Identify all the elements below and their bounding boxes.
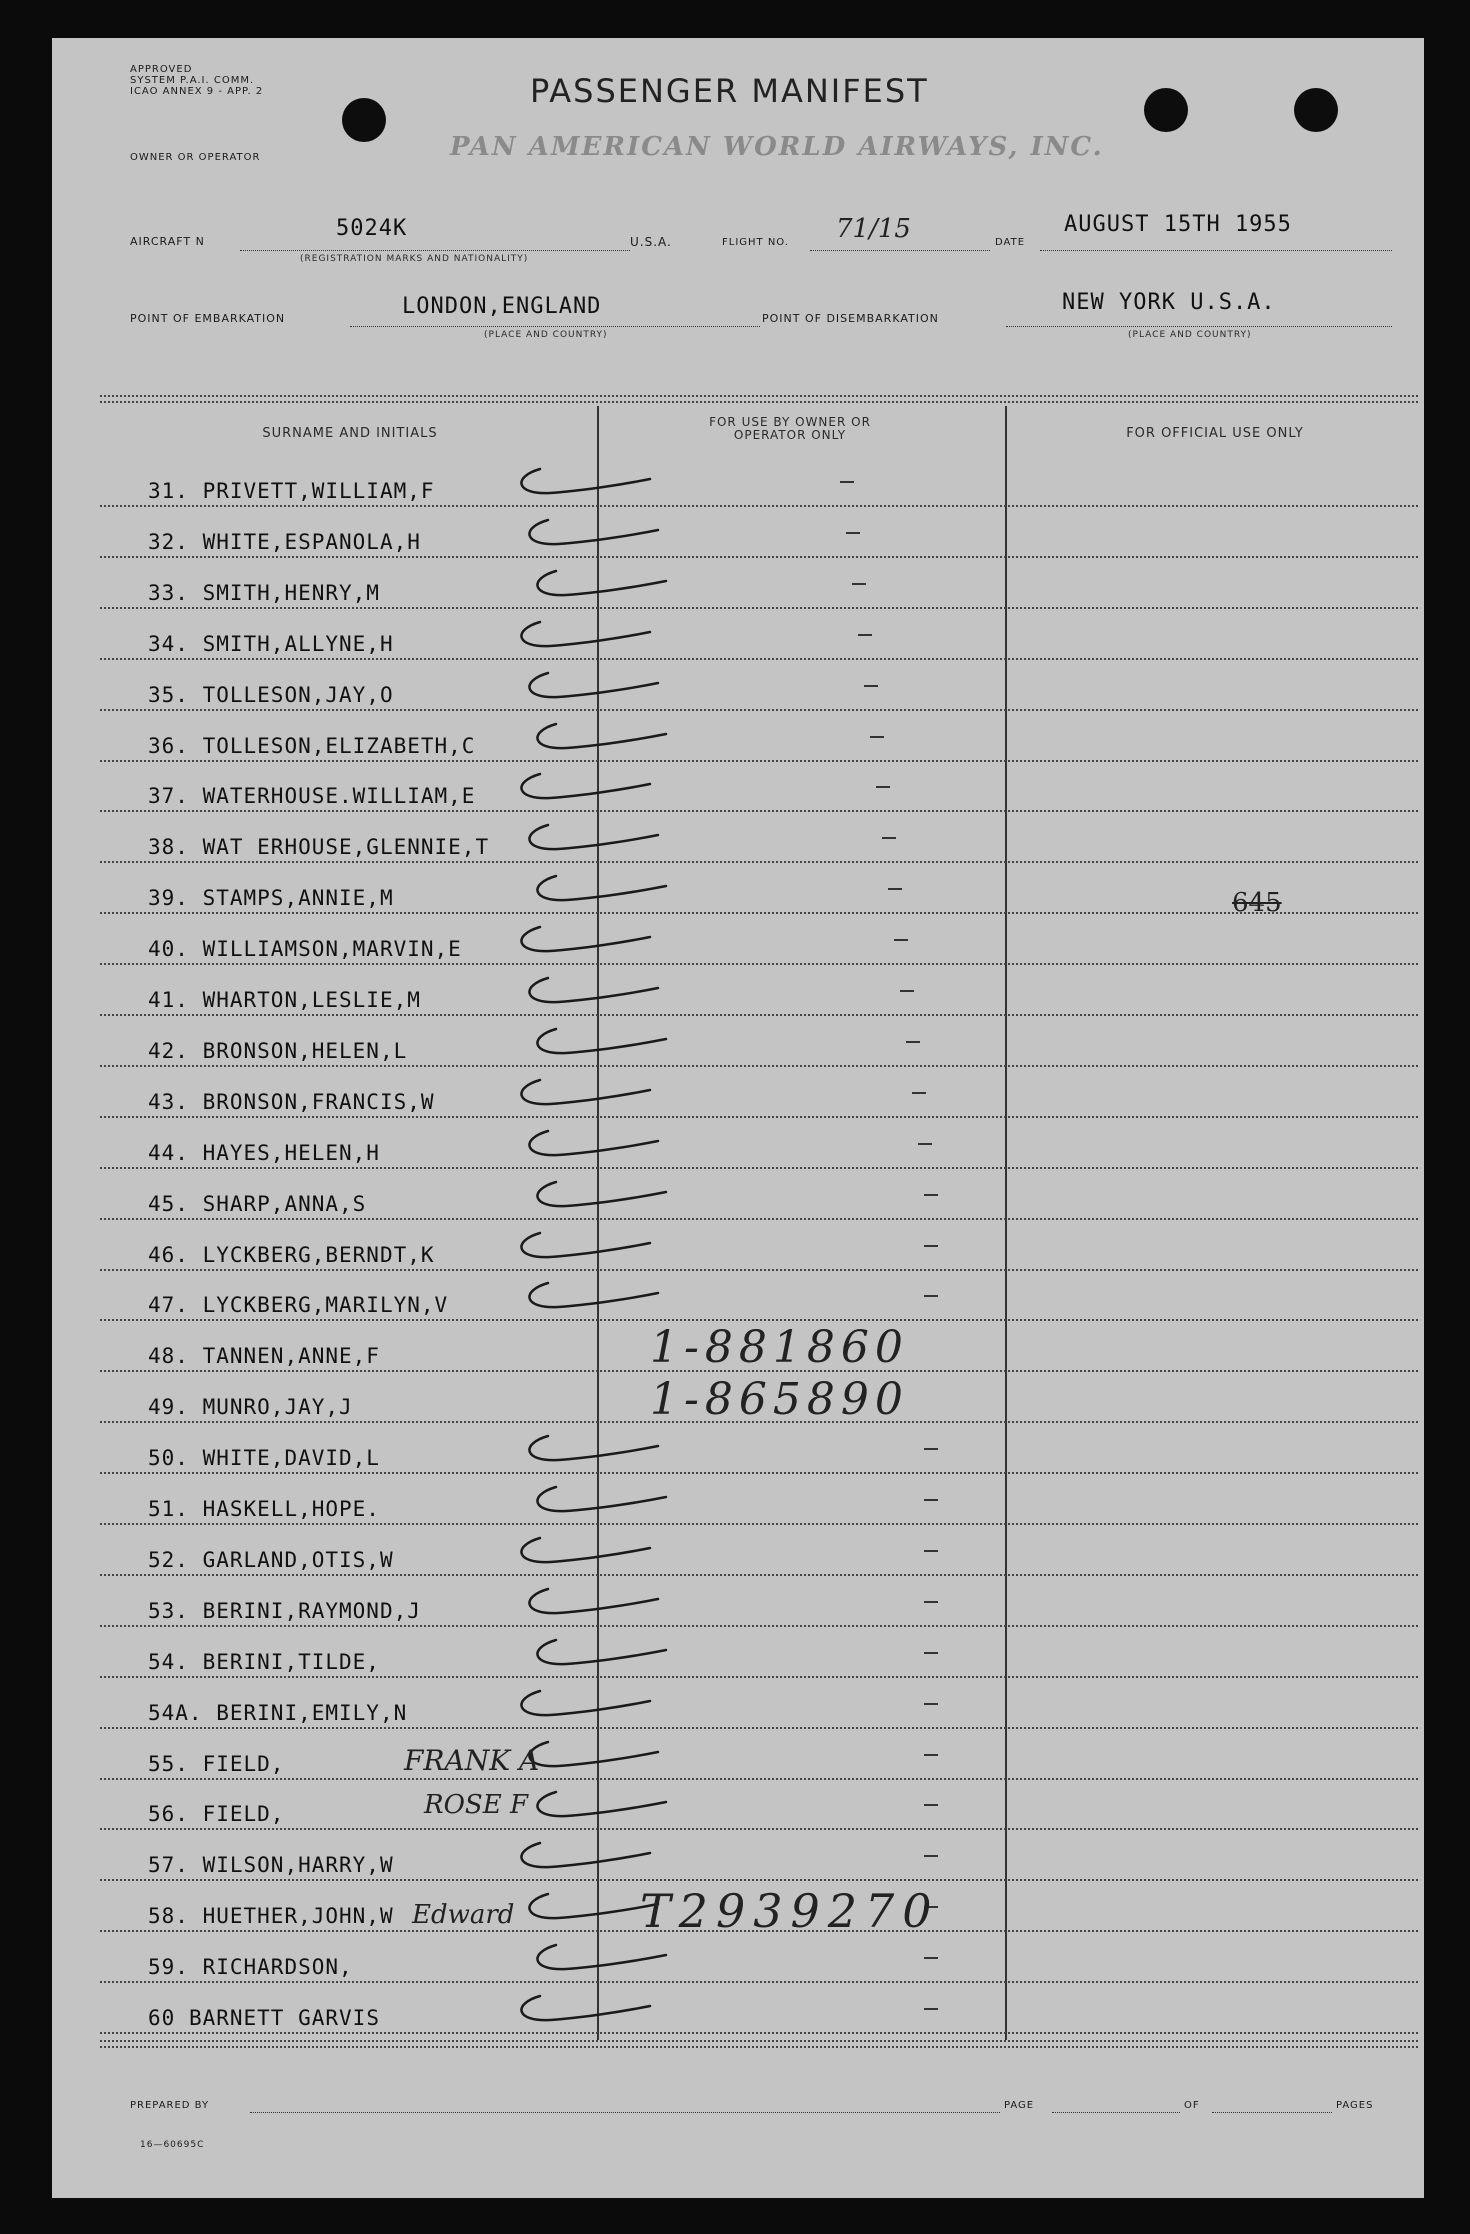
passenger-name bbox=[148, 1344, 380, 1368]
table-row bbox=[100, 964, 1418, 1016]
date-label: DATE bbox=[995, 237, 1026, 248]
table-row bbox=[100, 557, 1418, 609]
passenger-number: 48. bbox=[148, 1344, 189, 1369]
passenger-surname: BRONSON,HELEN,L bbox=[202, 1038, 408, 1063]
passenger-number: 52. bbox=[148, 1547, 189, 1572]
passenger-name bbox=[148, 479, 435, 503]
passenger-surname: WHITE,DAVID,L bbox=[202, 1446, 380, 1471]
tally-dash bbox=[924, 1957, 938, 1959]
tally-dash bbox=[924, 1499, 938, 1501]
check-mark-icon bbox=[526, 1786, 676, 1826]
handwritten-name-55: FRANK A bbox=[404, 1744, 540, 1777]
table-bottom-rule bbox=[100, 2040, 1418, 2042]
passenger-surname: SMITH,HENRY,M bbox=[202, 580, 380, 605]
tally-dash bbox=[924, 1754, 938, 1756]
tally-dash bbox=[924, 1601, 938, 1603]
disembark-caption: (PLACE AND COUNTRY) bbox=[1128, 330, 1252, 340]
tally-dash bbox=[924, 1295, 938, 1297]
passenger-surname: HUETHER,JOHN,W bbox=[202, 1904, 394, 1929]
check-mark-icon bbox=[526, 1634, 676, 1674]
handwritten-name-59: Edward bbox=[412, 1900, 515, 1930]
embark-value: LONDON,ENGLAND bbox=[402, 294, 602, 319]
passenger-name bbox=[148, 1446, 380, 1470]
passenger-surname: TOLLESON,ELIZABETH,C bbox=[202, 733, 476, 758]
passenger-number: 31. bbox=[148, 479, 189, 503]
owner-label: OWNER OR OPERATOR bbox=[130, 152, 261, 163]
table-row bbox=[100, 506, 1418, 558]
table-row bbox=[100, 1626, 1418, 1678]
embark-label: POINT OF EMBARKATION bbox=[130, 312, 286, 325]
passenger-number: 39. bbox=[148, 886, 189, 911]
tally-dash bbox=[906, 1041, 920, 1043]
passenger-surname: LYCKBERG,MARILYN,V bbox=[202, 1293, 449, 1318]
passenger-number: 47. bbox=[148, 1293, 189, 1318]
tally-dash bbox=[900, 990, 914, 992]
aircraft-label: AIRCRAFT N bbox=[130, 235, 205, 248]
table-row bbox=[100, 1219, 1418, 1271]
tally-dash bbox=[924, 1652, 938, 1654]
passenger-number: 54A. bbox=[148, 1700, 203, 1725]
table-row bbox=[100, 1015, 1418, 1067]
passenger-number: 59. bbox=[148, 1955, 189, 1980]
check-mark-icon bbox=[510, 1532, 660, 1572]
passenger-name bbox=[148, 1701, 407, 1725]
aircraft-value: 5024K bbox=[336, 216, 408, 241]
table-row bbox=[100, 811, 1418, 863]
passenger-surname: HAYES,HELEN,H bbox=[202, 1140, 380, 1165]
check-mark-icon bbox=[526, 1939, 676, 1979]
passenger-number: 35. bbox=[148, 682, 189, 707]
tally-dash bbox=[912, 1092, 926, 1094]
passenger-number: 40. bbox=[148, 937, 189, 962]
check-mark-icon bbox=[510, 921, 660, 961]
official-note-39: 645 bbox=[1232, 888, 1282, 918]
passenger-number: 36. bbox=[148, 733, 189, 758]
page-label: PAGE bbox=[1004, 2100, 1035, 2111]
table-row bbox=[100, 1524, 1418, 1576]
row-rule bbox=[100, 2032, 1418, 2034]
flight-underline bbox=[810, 250, 990, 251]
passenger-surname: STAMPS,ANNIE,M bbox=[202, 886, 394, 911]
passenger-number: 43. bbox=[148, 1089, 189, 1114]
check-mark-icon bbox=[510, 1074, 660, 1114]
date-value: AUGUST 15TH 1955 bbox=[1064, 212, 1292, 237]
passenger-number: 45. bbox=[148, 1191, 189, 1216]
passenger-surname: FIELD, bbox=[202, 1751, 285, 1776]
check-mark-icon bbox=[526, 718, 676, 758]
table-row bbox=[100, 1931, 1418, 1983]
table-row bbox=[100, 455, 1418, 507]
aircraft-underline bbox=[240, 250, 630, 251]
passenger-number: 33. bbox=[148, 580, 189, 605]
operator-stamp: PAN AMERICAN WORLD AIRWAYS, INC. bbox=[450, 132, 1104, 162]
passenger-surname: WILLIAMSON,MARVIN,E bbox=[202, 937, 462, 962]
passenger-number: 50. bbox=[148, 1446, 189, 1471]
passenger-name bbox=[148, 886, 394, 910]
passenger-name bbox=[148, 1853, 394, 1877]
table-row bbox=[100, 862, 1418, 914]
passenger-surname: BRONSON,FRANCIS,W bbox=[202, 1089, 435, 1114]
passenger-name bbox=[148, 734, 475, 758]
passenger-surname: SHARP,ANNA,S bbox=[202, 1191, 367, 1216]
check-mark-icon bbox=[518, 1125, 668, 1165]
passenger-name bbox=[148, 1548, 394, 1572]
check-mark-icon bbox=[518, 972, 668, 1012]
of-label: OF bbox=[1184, 2100, 1200, 2111]
table-row bbox=[100, 608, 1418, 660]
disembark-value: NEW YORK U.S.A. bbox=[1062, 290, 1276, 315]
form-code: 16—60695C bbox=[140, 2140, 205, 2150]
passenger-surname: WHARTON,LESLIE,M bbox=[202, 988, 421, 1012]
handwritten-number-58: T2939270 bbox=[640, 1884, 940, 1938]
passenger-name bbox=[148, 784, 475, 808]
passenger-surname: LYCKBERG,BERNDT,K bbox=[202, 1242, 435, 1267]
check-mark-icon bbox=[510, 1990, 660, 2030]
pages-label: PAGES bbox=[1336, 2100, 1374, 2111]
tally-dash bbox=[876, 786, 890, 788]
check-mark-icon bbox=[526, 1176, 676, 1216]
col-official-header: FOR OFFICIAL USE ONLY bbox=[1126, 426, 1304, 441]
tally-dash bbox=[840, 481, 854, 483]
punch-hole bbox=[342, 98, 386, 142]
passenger-name bbox=[148, 937, 462, 961]
table-row bbox=[100, 659, 1418, 711]
tally-dash bbox=[924, 1855, 938, 1857]
table-row bbox=[100, 1473, 1418, 1525]
check-mark-icon bbox=[518, 1736, 668, 1776]
passenger-name bbox=[148, 1141, 380, 1165]
passenger-number: 54. bbox=[148, 1649, 189, 1674]
check-mark-icon bbox=[518, 1583, 668, 1623]
passenger-number: 41. bbox=[148, 988, 189, 1012]
punch-hole bbox=[1144, 88, 1188, 132]
table-top-rule bbox=[100, 395, 1418, 397]
table-row bbox=[100, 913, 1418, 965]
tally-dash bbox=[924, 2008, 938, 2010]
page-underline bbox=[1052, 2112, 1180, 2113]
tally-dash bbox=[924, 1448, 938, 1450]
passenger-surname: TOLLESON,JAY,O bbox=[202, 682, 394, 707]
tally-dash bbox=[924, 1245, 938, 1247]
check-mark-icon bbox=[510, 1685, 660, 1725]
check-mark-icon bbox=[518, 667, 668, 707]
table-row bbox=[100, 1066, 1418, 1118]
check-mark-icon bbox=[510, 463, 660, 503]
col-surname-header: SURNAME AND INITIALS bbox=[262, 426, 438, 441]
check-mark-icon bbox=[518, 1277, 668, 1317]
handwritten-number-48: 1-881860 bbox=[650, 1322, 909, 1373]
passenger-name bbox=[148, 1752, 284, 1776]
tally-dash bbox=[846, 532, 860, 534]
passenger-surname: WATERHOUSE.WILLIAM,E bbox=[202, 784, 476, 809]
passenger-name bbox=[148, 632, 394, 656]
passenger-number: 38. bbox=[148, 835, 189, 860]
table-bottom-rule bbox=[100, 2046, 1418, 2048]
passenger-number: 34. bbox=[148, 631, 189, 656]
passenger-surname: HASKELL,HOPE. bbox=[202, 1497, 380, 1521]
tally-dash bbox=[924, 1804, 938, 1806]
passenger-name bbox=[148, 1904, 394, 1928]
tally-dash bbox=[924, 1703, 938, 1705]
passenger-surname: PRIVETT,WILLIAM,F bbox=[202, 479, 435, 503]
date-underline bbox=[1040, 250, 1392, 251]
embark-caption: (PLACE AND COUNTRY) bbox=[484, 330, 608, 340]
table-row bbox=[100, 1168, 1418, 1220]
disembark-label: POINT OF DISEMBARKATION bbox=[762, 312, 939, 325]
embark-underline bbox=[350, 326, 760, 327]
check-mark-icon bbox=[518, 514, 668, 554]
passenger-name bbox=[148, 1802, 284, 1826]
punch-hole bbox=[1294, 88, 1338, 132]
approval-note: APPROVED SYSTEM P.A.I. COMM. ICAO ANNEX 9 - APP. 2 bbox=[130, 64, 264, 97]
tally-dash bbox=[882, 837, 896, 839]
check-mark-icon bbox=[526, 1481, 676, 1521]
passenger-number: 49. bbox=[148, 1395, 189, 1420]
passenger-surname: WHITE,ESPANOLA,H bbox=[202, 529, 421, 554]
table-row bbox=[100, 1422, 1418, 1474]
passenger-name bbox=[148, 2006, 380, 2030]
table-row bbox=[100, 710, 1418, 762]
check-mark-icon bbox=[526, 870, 676, 910]
passenger-name bbox=[148, 1192, 366, 1216]
flight-label: FLIGHT NO. bbox=[722, 237, 789, 248]
passenger-surname: RICHARDSON, bbox=[202, 1955, 353, 1980]
passenger-name bbox=[148, 1293, 448, 1317]
flight-value: 71/15 bbox=[836, 214, 911, 244]
passenger-number: 60 bbox=[148, 2006, 176, 2030]
prepared-by-label: PREPARED BY bbox=[130, 2100, 210, 2111]
passenger-number: 44. bbox=[148, 1140, 189, 1165]
passenger-name bbox=[148, 1243, 435, 1267]
tally-dash bbox=[918, 1143, 932, 1145]
passenger-number: 57. bbox=[148, 1853, 189, 1878]
passenger-name bbox=[148, 1497, 380, 1521]
passenger-surname: BERINI,TILDE, bbox=[202, 1649, 380, 1674]
tally-dash bbox=[852, 583, 866, 585]
col-owner-header: FOR USE BY OWNER OR OPERATOR ONLY bbox=[709, 415, 871, 442]
passenger-number: 56. bbox=[148, 1802, 189, 1827]
passenger-number: 42. bbox=[148, 1038, 189, 1063]
table-row bbox=[100, 1269, 1418, 1321]
table-row bbox=[100, 1117, 1418, 1169]
table-row bbox=[100, 1982, 1418, 2034]
of-underline bbox=[1212, 2112, 1332, 2113]
table-row bbox=[100, 1829, 1418, 1881]
tally-dash bbox=[924, 1550, 938, 1552]
passenger-surname: MUNRO,JAY,J bbox=[202, 1395, 353, 1420]
prepared-by-underline bbox=[250, 2112, 1000, 2113]
handwritten-name-56: ROSE F bbox=[424, 1790, 528, 1820]
passenger-name bbox=[148, 835, 489, 859]
table-row bbox=[100, 1575, 1418, 1627]
handwritten-number-49: 1-865890 bbox=[650, 1374, 909, 1425]
passenger-surname: BARNETT GARVIS bbox=[188, 2006, 380, 2030]
passenger-surname: BERINI,RAYMOND,J bbox=[202, 1598, 421, 1623]
tally-dash bbox=[870, 736, 884, 738]
passenger-surname: BERINI,EMILY,N bbox=[216, 1700, 408, 1725]
check-mark-icon bbox=[510, 1227, 660, 1267]
aircraft-caption: (REGISTRATION MARKS AND NATIONALITY) bbox=[300, 254, 529, 264]
check-mark-icon bbox=[518, 1430, 668, 1470]
passenger-number: 53. bbox=[148, 1598, 189, 1623]
passenger-name bbox=[148, 1090, 435, 1114]
passenger-surname: GARLAND,OTIS,W bbox=[202, 1547, 394, 1572]
check-mark-icon bbox=[510, 1837, 660, 1877]
passenger-surname: WAT ERHOUSE,GLENNIE,T bbox=[202, 835, 490, 860]
passenger-number: 37. bbox=[148, 784, 189, 809]
passenger-name bbox=[148, 1650, 380, 1674]
check-mark-icon bbox=[510, 768, 660, 808]
passenger-number: 32. bbox=[148, 529, 189, 554]
passenger-name bbox=[148, 530, 421, 554]
table-row bbox=[100, 1728, 1418, 1780]
passenger-name bbox=[148, 1395, 353, 1419]
passenger-surname: SMITH,ALLYNE,H bbox=[202, 631, 394, 656]
table-top-rule bbox=[100, 401, 1418, 403]
passenger-number: 58. bbox=[148, 1904, 189, 1929]
check-mark-icon bbox=[510, 616, 660, 656]
passenger-number: 46. bbox=[148, 1242, 189, 1267]
table-row bbox=[100, 1677, 1418, 1729]
passenger-number: 55. bbox=[148, 1751, 189, 1776]
tally-dash bbox=[894, 939, 908, 941]
tally-dash bbox=[858, 634, 872, 636]
tally-dash bbox=[924, 1194, 938, 1196]
check-mark-icon bbox=[526, 565, 676, 605]
passenger-name bbox=[148, 581, 380, 605]
disembark-underline bbox=[1006, 326, 1392, 327]
page-title: PASSENGER MANIFEST bbox=[530, 72, 929, 110]
passenger-number: 51. bbox=[148, 1497, 189, 1521]
passenger-name bbox=[148, 1039, 407, 1063]
usa-label: U.S.A. bbox=[630, 235, 672, 249]
tally-dash bbox=[864, 685, 878, 687]
table-row bbox=[100, 1778, 1418, 1830]
passenger-surname: TANNEN,ANNE,F bbox=[202, 1344, 380, 1369]
passenger-name bbox=[148, 683, 394, 707]
passenger-name bbox=[148, 1599, 421, 1623]
passenger-surname: FIELD, bbox=[202, 1802, 285, 1827]
passenger-name bbox=[148, 988, 421, 1012]
passenger-surname: WILSON,HARRY,W bbox=[202, 1853, 394, 1878]
check-mark-icon bbox=[518, 819, 668, 859]
check-mark-icon bbox=[526, 1023, 676, 1063]
table-row bbox=[100, 760, 1418, 812]
tally-dash bbox=[888, 888, 902, 890]
passenger-name bbox=[148, 1955, 353, 1979]
